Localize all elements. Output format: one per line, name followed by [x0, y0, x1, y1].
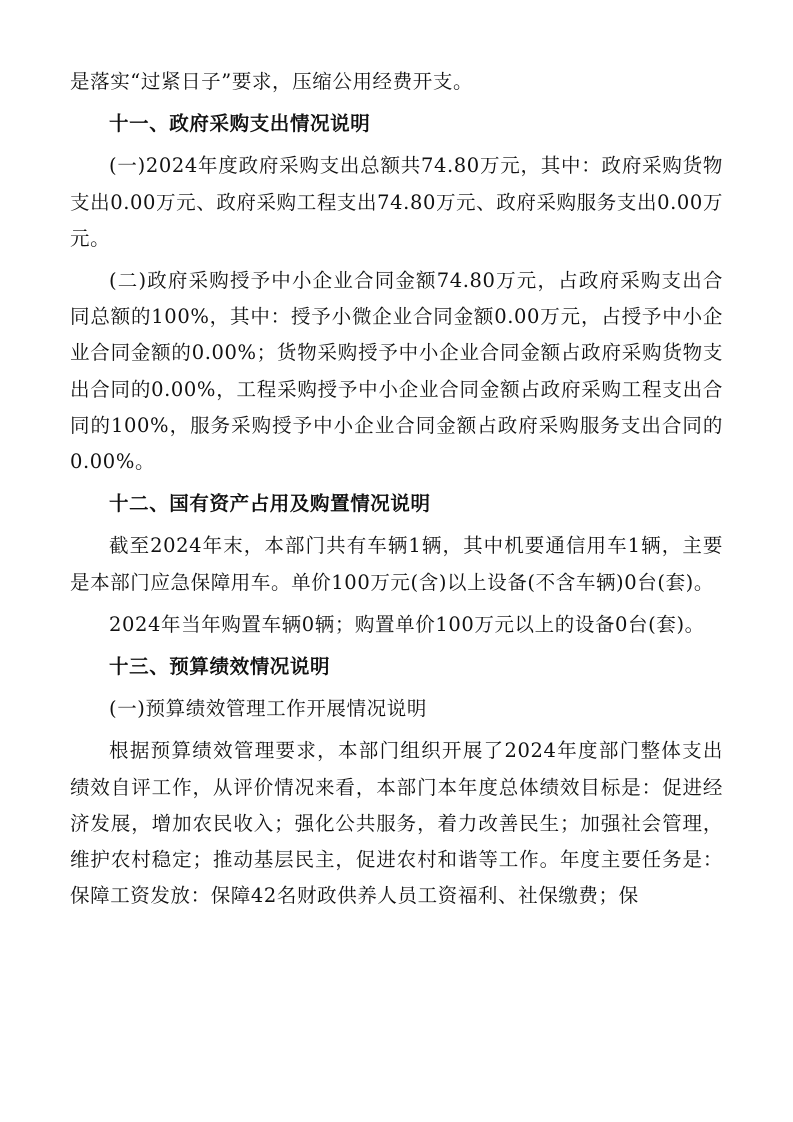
section-11-paragraph-2: (二)政府采购授予中小企业合同金额74.80万元，占政府采购支出合同总额的100%，其中：授予小微企业合同金额0.00万元，占授予中小企业合同金额的0.00%；货物采购授予中小企业合同金额占政府采购货物支出合同的0.00%，工程采购授予中小企业合同金额占政府采购工程支出合同的100%，服务采购授予中小企业合同金额占政府采购服务支出合同的0.00%。 — [70, 269, 723, 474]
section-11-paragraph-1: (一)2024年度政府采购支出总额共74.80万元，其中：政府采购货物支出0.00万元、政府采购工程支出74.80万元、政府采购服务支出0.00万元。 — [70, 154, 723, 250]
section-12-paragraph-1: 截至2024年末，本部门共有车辆1辆，其中机要通信用车1辆，主要是本部门应急保障用车。单价100万元(含)以上设备(不含车辆)0台(套)。 — [70, 534, 723, 594]
continuation-paragraph: 是落实“过紧日子”要求，压缩公用经费开支。 — [70, 70, 474, 93]
section-11-heading: 十一、政府采购支出情况说明 — [109, 112, 371, 136]
section-12-heading: 十二、国有资产占用及购置情况说明 — [109, 492, 431, 516]
section-13-heading: 十三、预算绩效情况说明 — [109, 655, 331, 679]
section-12-paragraph-2: 2024年当年购置车辆0辆；购置单价100万元以上的设备0台(套)。 — [109, 612, 705, 636]
section-13-paragraph-1: 根据预算绩效管理要求，本部门组织开展了2024年度部门整体支出绩效自评工作，从评价情况来看，本部门本年度总体绩效目标是：促进经济发展，增加农民收入；强化公共服务，着力改善民生；加强社会管理，维护农村稳定；推动基层民主，促进农村和谐等工作。年度主要任务是：保障工资发放：保障42名财政供养人员工资福利、社保缴费；保 — [70, 739, 723, 908]
section-13-subheading: (一)预算绩效管理工作开展情况说明 — [109, 697, 427, 721]
